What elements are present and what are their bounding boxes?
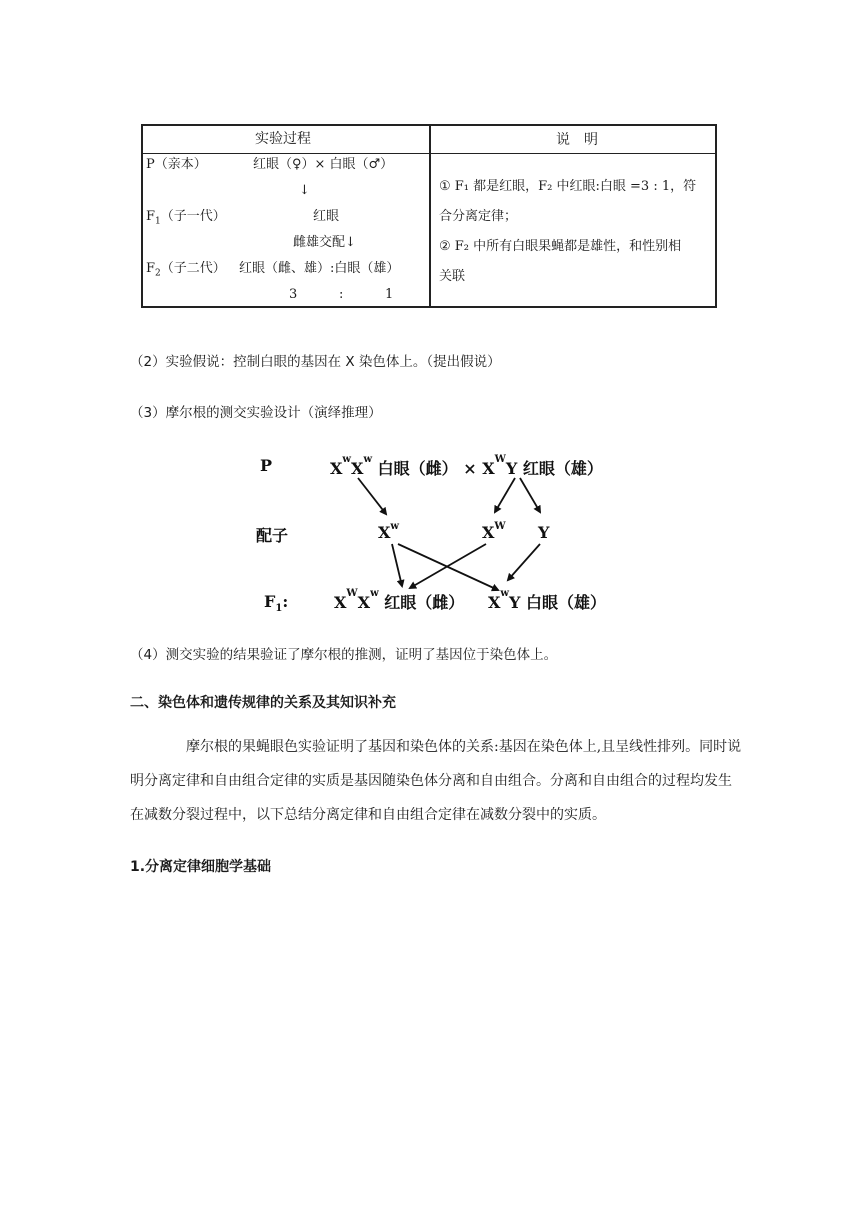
section-heading: 二、染色体和遗传规律的关系及其知识补充 xyxy=(130,695,396,711)
arrow-p-to-xW xyxy=(495,478,515,512)
note-line-3: ② F₂ 中所有白眼果蝇都是雄性，和性别相 xyxy=(439,239,682,254)
ratio-colon: : xyxy=(339,287,344,302)
parent-female-genotype: $X^wX^w$ 白眼（雌） × $X^WY$ 红眼（雄） xyxy=(330,454,603,478)
testcross-diagram xyxy=(250,448,630,618)
offspring-male: $X^wY$ 白眼（雄） xyxy=(488,588,607,612)
row-content-f2: 红眼（雌、雄）:白眼（雄） xyxy=(239,261,400,276)
subsection-heading: 1.分离定律细胞学基础 xyxy=(130,859,272,875)
down-arrow-1: ↓ xyxy=(299,183,310,198)
arrow-y-to-f1-male xyxy=(508,544,540,580)
gamete-y: Y xyxy=(538,523,550,542)
ratio-right: 1 xyxy=(385,287,394,302)
row-content-f1: 红眼 xyxy=(313,209,340,224)
arrow-p-to-xw xyxy=(358,478,386,514)
diagram-label-gamete: 配子 xyxy=(256,526,289,545)
note-line-1: ① F₁ 都是红眼，F₂ 中红眼:白眼 =3 : 1，符 xyxy=(439,179,697,194)
experiment-table xyxy=(141,124,717,308)
offspring-female: $X^WX^w$ 红眼（雌） xyxy=(334,588,465,612)
arrow-p-to-y xyxy=(520,478,540,512)
section-body-text: 摩尔根的果蝇眼色实验证明了基因和染色体的关系:基因在染色体上,且呈线性排列。同时说明分离定律和自由组合定律的实质是基因随染色体分离和自由组合。分离和自由组合的过程均发生在减数分裂过程中，以下总结分离定律和自由组合定律在减数分裂中的实质。 xyxy=(130,739,742,823)
row-content-mating: 雌雄交配↓ xyxy=(293,235,356,250)
note-line-2: 合分离定律； xyxy=(439,209,518,224)
arrow-xW-to-f1-female xyxy=(410,544,486,588)
diagram-label-f1: $F_1$: xyxy=(264,592,289,615)
gamete-xW: $X^W$ xyxy=(482,521,506,542)
arrow-xw-to-f1-female xyxy=(392,544,402,586)
diagram-label-p: P xyxy=(260,456,273,475)
ratio-left: 3 xyxy=(289,287,298,302)
table-header-process: 实验过程 xyxy=(255,131,311,147)
hypothesis-paragraph: （2）实验假说：控制白眼的基因在 X 染色体上。（提出假说） xyxy=(130,354,501,370)
note-line-4: 关联 xyxy=(439,269,466,284)
testcross-design-paragraph: （3）摩尔根的测交实验设计（演绎推理） xyxy=(130,405,382,421)
row-content-p: 红眼（♀）× 白眼（♂） xyxy=(253,157,394,172)
table-header-notes: 说 明 xyxy=(556,132,598,148)
row-label-f2: $F_2$（子二代） xyxy=(146,261,226,279)
table-header-divider xyxy=(143,153,715,154)
row-label-p: P（亲本） xyxy=(146,157,207,172)
row-label-f1: $F_1$（子一代） xyxy=(146,209,226,227)
testcross-result-paragraph: （4）测交实验的结果验证了摩尔根的推测，证明了基因位于染色体上。 xyxy=(130,647,558,663)
gamete-xw: $X^w$ xyxy=(378,521,400,542)
